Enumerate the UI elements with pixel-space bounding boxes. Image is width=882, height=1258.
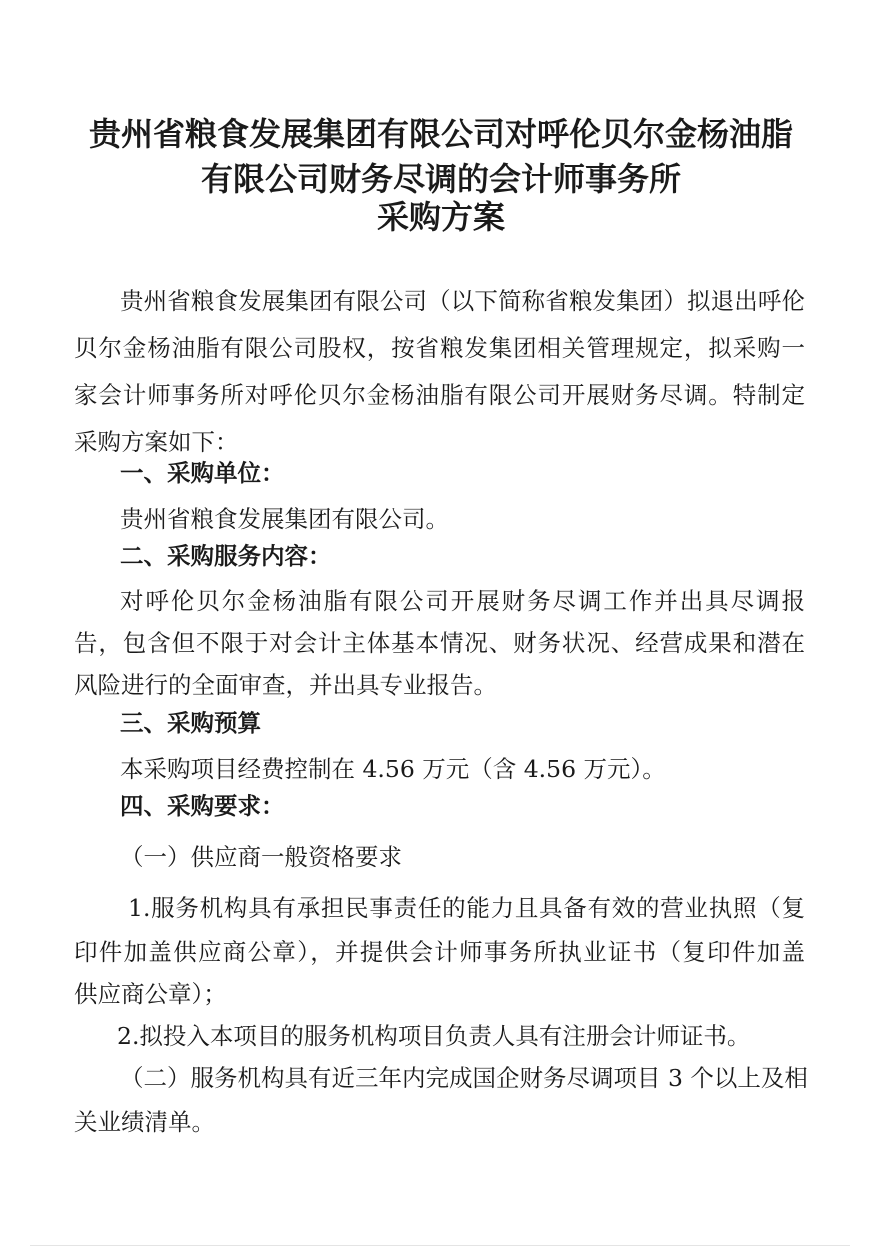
page-bottom-edge: [30, 1245, 850, 1246]
section4-subsection2-line-2: 关业绩清单。: [74, 1108, 215, 1136]
intro-line-4: 采购方案如下：: [74, 428, 239, 456]
document-title-line-1: 贵州省粮食发展集团有限公司对呼伦贝尔金杨油脂: [88, 115, 793, 153]
intro-line-1: 贵州省粮食发展集团有限公司（以下简称省粮发集团）拟退出呼伦: [120, 287, 805, 315]
section2-body-line-3: 风险进行的全面审查，并出具专业报告。: [74, 671, 497, 699]
section3-body-line-1: 本采购项目经费控制在 4.56 万元（含 4.56 万元）。: [120, 755, 666, 783]
section1-heading: 一、采购单位：: [120, 459, 285, 487]
section2-body-line-2: 告，包含但不限于对会计主体基本情况、财务状况、经营成果和潜在: [74, 629, 805, 657]
section3-heading: 三、采购预算: [120, 709, 261, 737]
document-title-line-2: 有限公司财务尽调的会计师事务所: [200, 160, 681, 198]
intro-line-2: 贝尔金杨油脂有限公司股权，按省粮发集团相关管理规定，拟采购一: [74, 334, 805, 362]
section4-item1-line-3: 供应商公章）；: [74, 980, 227, 1008]
section1-body-line-1: 贵州省粮食发展集团有限公司。: [120, 505, 449, 533]
section4-item1-line-1: 1.服务机构具有承担民事责任的能力且具备有效的营业执照（复: [128, 894, 805, 922]
section4-item1-line-2: 印件加盖供应商公章），并提供会计师事务所执业证书（复印件加盖: [74, 938, 805, 966]
section4-subsection1-title: （一）供应商一般资格要求: [120, 843, 402, 871]
section2-body-line-1: 对呼伦贝尔金杨油脂有限公司开展财务尽调工作并出具尽调报: [120, 587, 805, 615]
section4-subsection2-line-1: （二）服务机构具有近三年内完成国企财务尽调项目 3 个以上及相: [120, 1064, 808, 1092]
section4-heading: 四、采购要求：: [120, 792, 285, 820]
section4-item2-line-1: 2.拟投入本项目的服务机构项目负责人具有注册会计师证书。: [117, 1022, 751, 1050]
intro-line-3: 家会计师事务所对呼伦贝尔金杨油脂有限公司开展财务尽调。特制定: [74, 381, 805, 409]
document-title-line-3: 采购方案: [376, 198, 505, 236]
section2-heading: 二、采购服务内容：: [120, 542, 332, 570]
